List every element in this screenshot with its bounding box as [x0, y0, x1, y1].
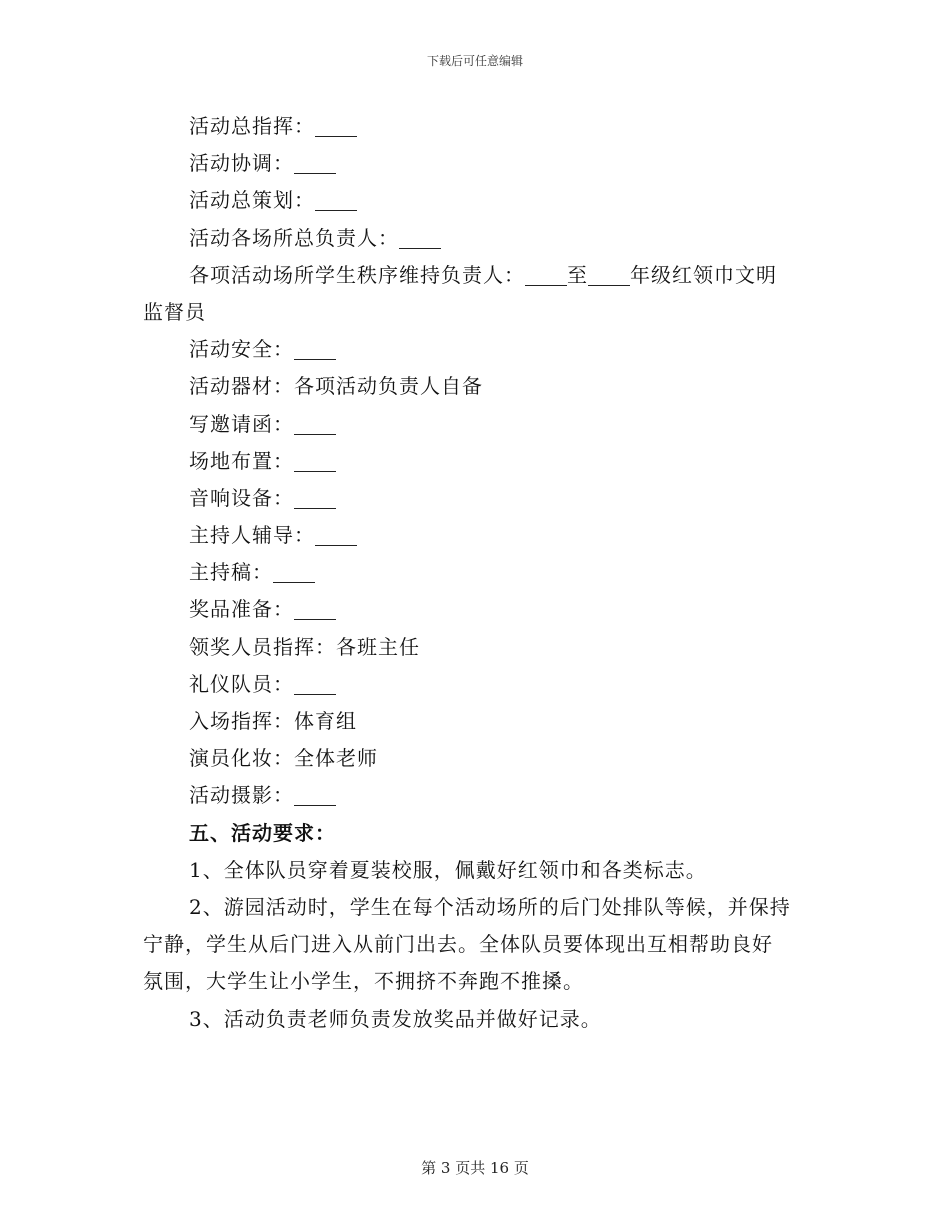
fill-blank: [294, 488, 336, 509]
requirement-text: 1、全体队员穿着夏装校服，佩戴好红领巾和各类标志。: [189, 857, 707, 882]
role-label: 活动总指挥：: [189, 114, 315, 138]
page-header: 下载后可任意编辑: [426, 54, 523, 68]
role-line: [143, 406, 808, 443]
role-line: [143, 740, 808, 777]
role-label: 活动摄影：: [189, 783, 294, 808]
role-line: [143, 331, 808, 368]
document-body: [143, 108, 808, 1038]
role-line: [143, 368, 808, 405]
role-label: 写邀请函：: [189, 411, 294, 436]
order-grade: 年级红领巾文明: [630, 262, 777, 287]
role-line: [143, 666, 808, 703]
role-label: 场地布置：: [189, 448, 294, 473]
role-label: 活动总策划：: [189, 188, 315, 213]
fill-blank: [294, 153, 336, 174]
fill-blank: [273, 562, 315, 583]
role-value: 体育组: [294, 709, 357, 733]
role-label: 演员化妆：: [189, 746, 294, 771]
requirement-3: [143, 1001, 808, 1038]
order-line-cont: 监督员: [143, 299, 206, 324]
role-value: 各班主任: [336, 634, 420, 659]
role-line: [143, 629, 808, 666]
role-label: 活动各场所总负责人：: [189, 225, 399, 250]
fill-blank: [525, 265, 567, 286]
role-line: [143, 703, 808, 740]
role-label: 主持人辅导：: [189, 523, 315, 548]
fill-blank: [315, 116, 357, 137]
fill-blank: [294, 599, 336, 620]
role-label: 主持稿：: [189, 560, 273, 585]
fill-blank: [294, 339, 336, 360]
fill-blank: [315, 525, 357, 546]
fill-blank: [294, 414, 336, 435]
fill-blank: [294, 451, 336, 472]
role-line: [143, 591, 808, 628]
fill-blank: [294, 674, 336, 695]
role-line: [143, 145, 808, 182]
fill-blank: [399, 228, 441, 249]
role-line: [143, 480, 808, 517]
fill-blank: [588, 265, 630, 286]
requirement-text: 氛围，大学生让小学生，不拥挤不奔跑不推搡。: [143, 969, 584, 994]
role-line: [143, 517, 808, 554]
order-line: [143, 257, 808, 294]
role-line: [143, 443, 808, 480]
role-label: 音响设备：: [189, 485, 294, 510]
role-label: 奖品准备：: [189, 597, 294, 622]
role-line: [143, 554, 808, 591]
role-label: 礼仪队员：: [189, 671, 294, 696]
role-line: [143, 220, 808, 257]
role-value: 各项活动负责人自备: [294, 374, 483, 399]
role-line: [143, 777, 808, 814]
role-line: [143, 108, 808, 145]
role-list: [143, 331, 808, 814]
role-label: 领奖人员指挥：: [189, 634, 336, 659]
fill-blank: [315, 190, 357, 211]
requirement-text: 3、活动负责老师负责发放奖品并做好记录。: [189, 1006, 602, 1031]
role-label: 活动器材：: [189, 374, 294, 399]
order-label: 各项活动场所学生秩序维持负责人：: [189, 262, 525, 287]
requirement-2: [143, 889, 808, 1001]
page-footer: 第 3 页共 16 页: [421, 1159, 529, 1177]
role-label: 活动安全：: [189, 337, 294, 362]
role-line: [143, 182, 808, 219]
role-value: 全体老师: [294, 746, 378, 771]
requirement-text: 宁静，学生从后门进入从前门出去。全体队员要体现出互相帮助良好: [143, 932, 773, 957]
role-label: 入场指挥：: [189, 709, 294, 733]
fill-blank: [294, 785, 336, 806]
order-to: 至: [567, 262, 588, 287]
section-title: 五、活动要求：: [189, 820, 336, 845]
role-label: 活动协调：: [189, 151, 294, 176]
requirement-1: [143, 852, 808, 889]
requirement-text: 2、游园活动时，学生在每个活动场所的后门处排队等候，并保持: [189, 894, 791, 919]
